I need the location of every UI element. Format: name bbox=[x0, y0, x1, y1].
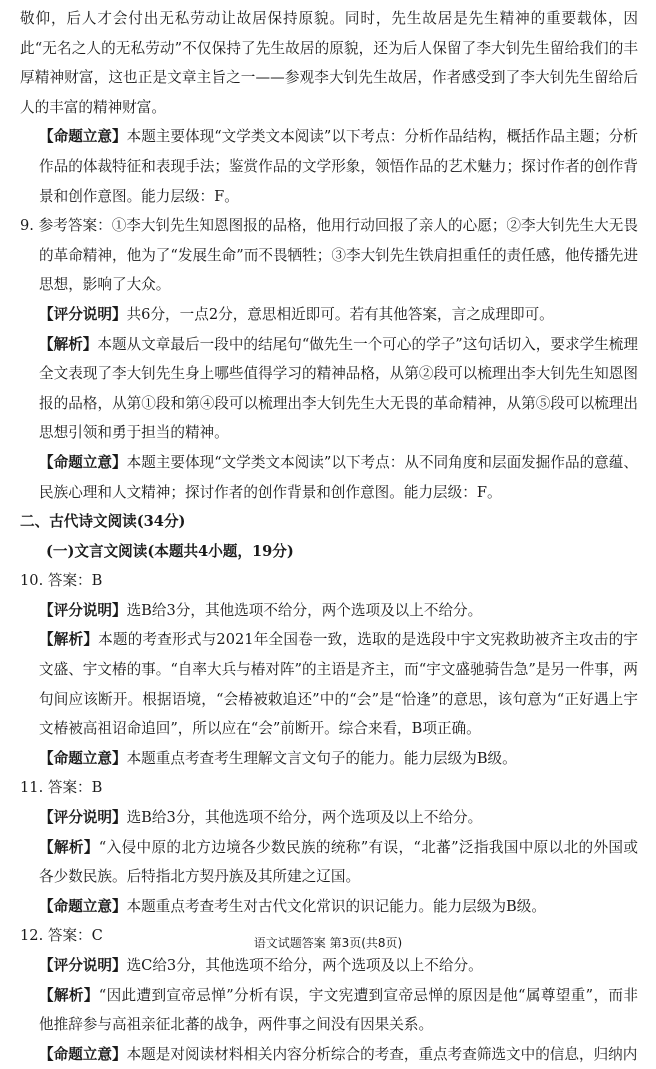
paragraph-text: “入侵中原的北方边境各少数民族的统称”有误，“北蕃”泛指我国中原以北的外国或各少数民族。后特指北方契丹族及其所建之辽国。 bbox=[39, 838, 638, 886]
q10-intent bbox=[20, 744, 638, 774]
label-tag: 【评分说明】 bbox=[39, 601, 127, 619]
q9-scoring bbox=[20, 300, 638, 330]
q10-analysis bbox=[20, 625, 638, 743]
q8-intent bbox=[20, 122, 638, 211]
label-tag: 【命题立意】 bbox=[39, 128, 127, 146]
label-tag: 【解析】 bbox=[39, 986, 99, 1004]
page-footer: 语文试题答案 第3页(共8页) bbox=[253, 936, 403, 950]
paragraph-text: 本题主要体现“文学类文本阅读”以下考点：分析作品结构，概括作品主题；分析作品的体裁特征和表现手法；鉴赏作品的文学形象，领悟作品的艺术魅力；探讨作者的创作背景和创作意图。能力层级：F。 bbox=[39, 128, 638, 205]
q9-answer: 9. 参考答案：①李大钊先生知恩图报的品格，他用行动回报了亲人的心愿；②李大钊先生大无畏的革命精神，他为了“发展生命”而不畏牺牲；③李大钊先生铁肩担重任的责任感，他传播先进思想，影响了大众。 bbox=[20, 217, 638, 294]
paragraph-text: 选B给3分，其他选项不给分，两个选项及以上不给分。 bbox=[126, 601, 483, 619]
q9-intent bbox=[20, 448, 638, 507]
paragraph-text: 选C给3分，其他选项不给分，两个选项及以上不给分。 bbox=[126, 957, 483, 974]
label-tag: 【解析】 bbox=[39, 335, 98, 353]
label-tag: 【命题立意】 bbox=[39, 453, 127, 471]
paragraph-text: 共6分，一点2分，意思相近即可。若有其他答案，言之成理即可。 bbox=[126, 305, 554, 323]
q12-answer: 12. 答案：C bbox=[20, 927, 103, 945]
q12-analysis bbox=[20, 981, 638, 1040]
q11-scoring bbox=[20, 803, 638, 833]
label-tag: 【评分说明】 bbox=[39, 809, 127, 827]
label-tag: 【命题立意】 bbox=[39, 749, 127, 767]
q10-scoring bbox=[20, 596, 638, 626]
paragraph-text: 本题从文章最后一段中的结尾句“做先生一个可心的学子”这句话切入，要求学生梳理全文表现了李大钊先生身上哪些值得学习的精神品格，从第②段可以梳理出李大钊先生知恩图报的品格，从第①段和第④段可以梳理出李大钊先生大无畏的革命精神，从第⑤段可以梳理出思想引领和勇于担当的精神。 bbox=[39, 335, 638, 442]
q10-answer: 10. 答案：B bbox=[20, 572, 103, 590]
paragraph-continuation: 敬仰，后人才会付出无私劳动让故居保持原貌。同时，先生故居是先生精神的重要载体，因此“无名之人的无私劳动”不仅保持了先生故居的原貌，还为后人保留了李大钊先生留给我们的丰厚精神财富，这也正是文章主旨之一——参观李大钊先生故居，作者感受到了李大钊先生留给后人的丰富的精神财富。 bbox=[20, 10, 638, 116]
q12-scoring bbox=[20, 951, 638, 981]
subsection-heading: (一)文言文阅读(本题共4小题，19分) bbox=[46, 542, 294, 560]
paragraph-text: 本题重点考查考生理解文言文句子的能力。能力层级为B级。 bbox=[126, 749, 517, 767]
page-content bbox=[20, 4, 638, 1069]
q11-analysis bbox=[20, 833, 638, 892]
q12-intent bbox=[20, 1040, 638, 1069]
paragraph-text: “因此遭到宣帝忌惮”分析有误，宇文宪遭到宣帝忌惮的原因是他“属尊望重”，而非他推辞参与高祖亲征北蕃的战争，两件事之间没有因果关系。 bbox=[39, 986, 638, 1034]
label-tag: 【评分说明】 bbox=[39, 305, 127, 323]
section-heading: 二、古代诗文阅读(34分) bbox=[20, 513, 186, 531]
label-tag: 【解析】 bbox=[39, 631, 99, 649]
q11-intent bbox=[20, 892, 638, 922]
label-tag: 【解析】 bbox=[39, 838, 99, 856]
label-tag: 【命题立意】 bbox=[39, 1045, 127, 1063]
paragraph-text: 本题的考查形式与2021年全国卷一致，选取的是选段中宇文宪救助被齐主攻击的宇文盛、宇文椿的事。“自率大兵与椿对阵”的主语是齐主，而“宇文盛驰骑告急”是另一件事，两句间应该断开。根据语境，“会椿被敕追还”中的“会”是“恰逢”的意思，该句意为“正好遇上宇文椿被高祖诏命追回”，所以应在“会”前断开。综合来看，B项正确。 bbox=[39, 631, 639, 738]
label-tag: 【评分说明】 bbox=[39, 957, 127, 974]
label-tag: 【命题立意】 bbox=[39, 897, 127, 915]
paragraph-text: 本题是对阅读材料相关内容分析综合的考查，重点考查筛选文中的信息，归纳内 bbox=[126, 1045, 638, 1063]
paragraph-text: 本题主要体现“文学类文本阅读”以下考点：从不同角度和层面发掘作品的意蕴、民族心理和人文精神；探讨作者的创作背景和创作意图。能力层级：F。 bbox=[39, 453, 638, 501]
paragraph-text: 本题重点考查考生对古代文化常识的识记能力。能力层级为B级。 bbox=[126, 897, 546, 915]
paragraph-text: 选B给3分，其他选项不给分，两个选项及以上不给分。 bbox=[126, 809, 483, 827]
q9-analysis bbox=[20, 330, 638, 448]
q11-answer: 11. 答案：B bbox=[20, 779, 103, 797]
